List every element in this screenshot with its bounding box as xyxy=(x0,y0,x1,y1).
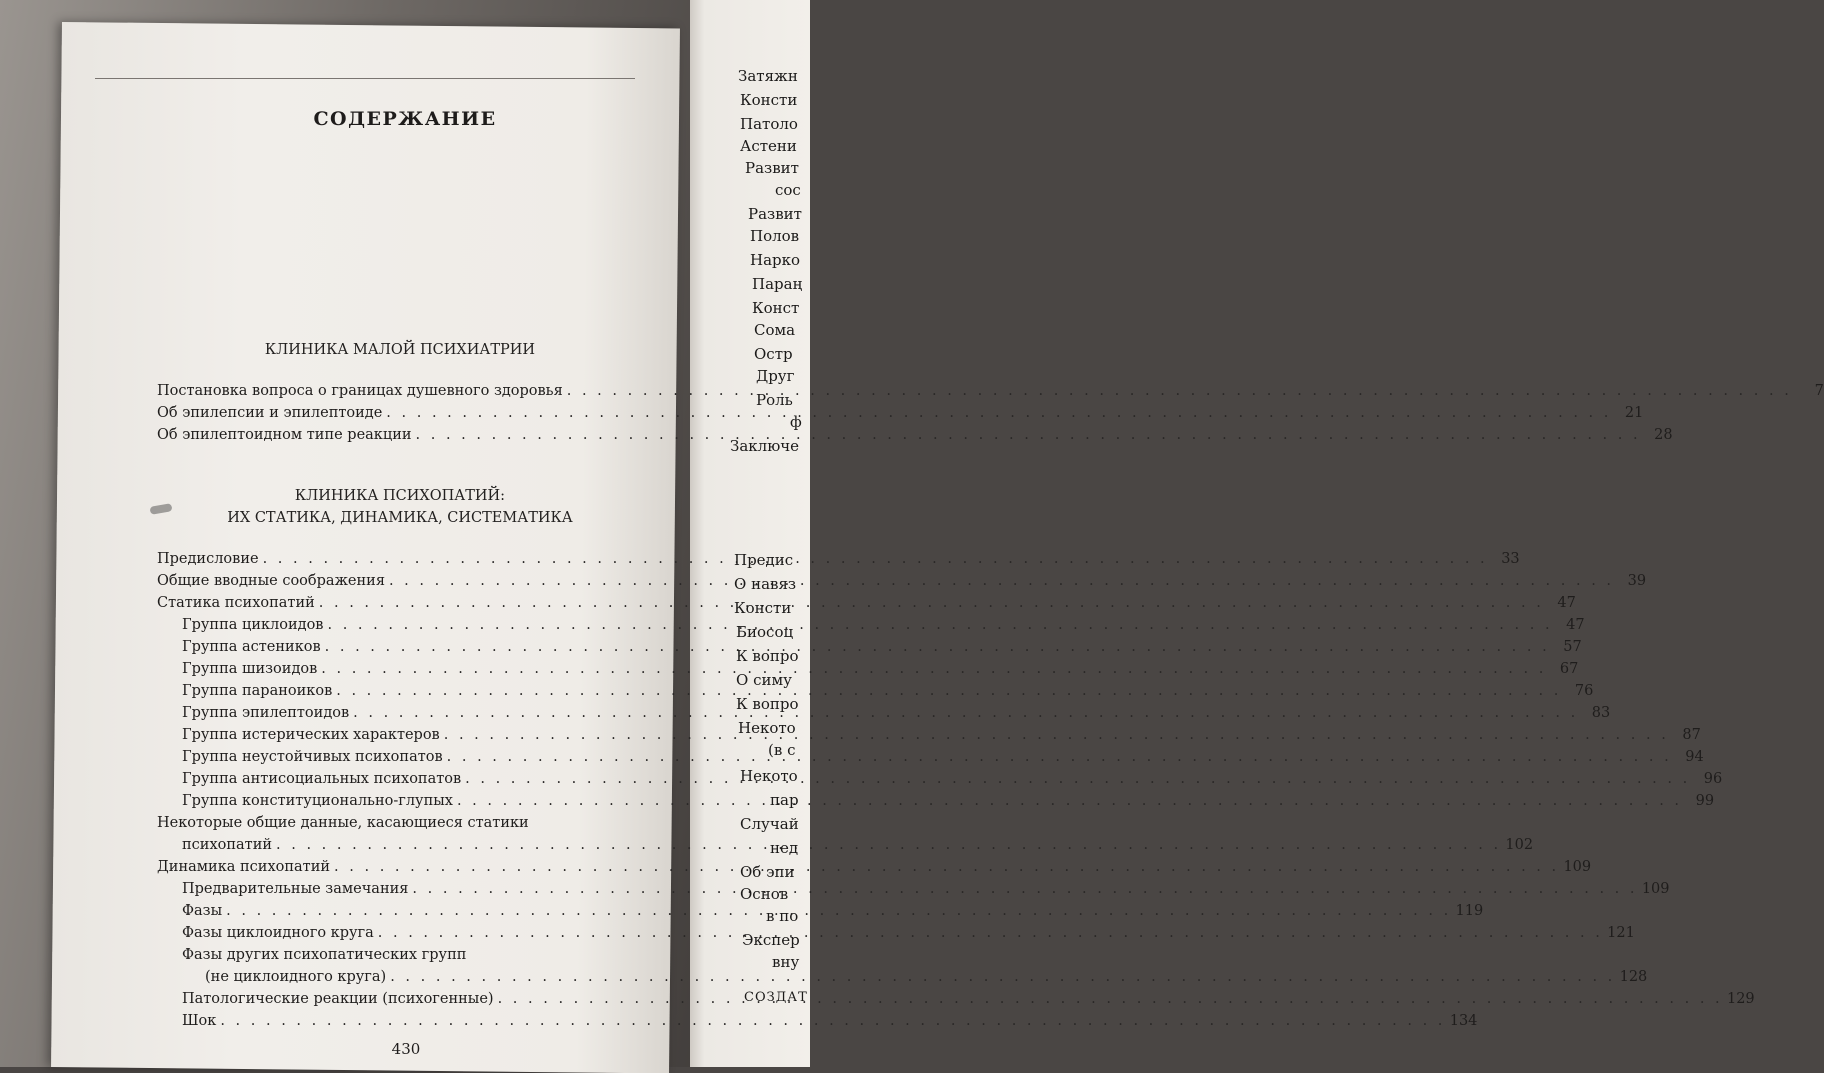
right-page-line: Случай xyxy=(740,815,799,833)
toc-entry-title: Группа антисоциальных психопатов xyxy=(182,771,462,787)
leader-dots xyxy=(498,988,1723,1010)
toc-entry-title: Группа астеников xyxy=(182,639,321,655)
toc-entry-page: 109 xyxy=(1563,859,1592,875)
right-page-line: сос xyxy=(775,181,801,199)
toc-entry-page: 128 xyxy=(1619,969,1648,985)
right-page-line: вну xyxy=(772,953,800,971)
toc-entry xyxy=(157,402,1644,424)
section-title-psychopathy-line2: ИХ СТАТИКА, ДИНАМИКА, СИСТЕМАТИКА xyxy=(227,510,573,526)
right-page-line: Астени xyxy=(740,137,797,155)
toc-entry-page: 7 xyxy=(1814,383,1824,399)
right-page-line: Основ xyxy=(740,885,789,903)
toc-entry-page: 121 xyxy=(1607,925,1635,941)
toc-entry-page: 96 xyxy=(1703,771,1723,787)
leader-dots xyxy=(567,380,1792,402)
toc-entry-title: Группа конституционально-глупых xyxy=(182,793,453,809)
toc-entry-page: 67 xyxy=(1559,661,1579,677)
right-page-line: Конст xyxy=(752,299,800,317)
toc-entry-title: Предварительные замечания xyxy=(182,881,409,897)
toc-entry-title: Общие вводные соображения xyxy=(157,573,385,589)
toc-entry-title: Группа неустойчивых психопатов xyxy=(182,749,443,765)
toc-entry-title: Фазы xyxy=(182,903,223,919)
right-page-line: Роль xyxy=(756,391,793,409)
leader-dots xyxy=(325,636,1550,658)
page-number: 430 xyxy=(391,1040,421,1058)
toc-entry-page: 83 xyxy=(1591,705,1611,721)
toc-entry-title-cont: (не циклоидного круга) xyxy=(205,969,387,985)
toc-entry-page: 129 xyxy=(1726,991,1755,1007)
toc-entry-title: Группа параноиков xyxy=(182,683,333,699)
toc-entry-page: 87 xyxy=(1682,727,1701,743)
toc-entry-page: 109 xyxy=(1641,881,1670,897)
toc-entry-title: Постановка вопроса о границах душевного здоровья xyxy=(157,383,563,399)
right-page-line: Об эпи xyxy=(740,863,795,881)
right-page-line: Развит xyxy=(748,205,802,223)
toc-entry-title: Статика психопатий xyxy=(157,595,315,611)
right-page-line: в по xyxy=(766,907,799,925)
section-title-psychopathy-line1: КЛИНИКА ПСИХОПАТИЙ: xyxy=(294,488,506,504)
right-page-line: нед xyxy=(770,839,799,857)
toc-entry xyxy=(157,548,1520,570)
leader-dots xyxy=(444,724,1669,746)
leader-dots xyxy=(390,966,1615,988)
toc-entry-title: Группа эпилептоидов xyxy=(182,705,350,721)
page-title: СОДЕРЖАНИЕ xyxy=(313,108,497,130)
right-page-line: Консти xyxy=(740,91,798,109)
toc-entry-title: Фазы циклоидного круга xyxy=(182,925,374,941)
right-page-line: Затяжн xyxy=(738,67,798,85)
toc-entry xyxy=(182,1010,1478,1032)
right-page-line: Предис xyxy=(734,551,794,569)
leader-dots xyxy=(447,746,1672,768)
toc-entry-page: 99 xyxy=(1695,793,1715,809)
leader-dots xyxy=(389,570,1614,592)
toc-entry-page: 47 xyxy=(1566,617,1585,633)
leader-dots xyxy=(220,1010,1445,1032)
right-page-line: Консти xyxy=(734,599,792,617)
right-page-line: Нарко xyxy=(750,251,801,269)
right-page-line: О навяз xyxy=(734,575,797,593)
right-page-line: (в с xyxy=(768,741,796,759)
leader-dots xyxy=(321,658,1546,680)
right-page-line: Некото xyxy=(738,719,796,737)
leader-dots xyxy=(378,922,1603,944)
toc-entry-title: Группа истерических характеров xyxy=(182,727,440,743)
right-page-line: Некото xyxy=(740,767,798,785)
toc-entry-page: 33 xyxy=(1501,551,1520,567)
right-page-line: Параң xyxy=(752,275,803,293)
right-page-line: Патоло xyxy=(740,115,798,133)
right-page-line: Сома xyxy=(754,321,796,339)
right-page-line: пар xyxy=(770,791,799,809)
right-page-line: СОЗДАТ xyxy=(744,990,808,1005)
leader-dots xyxy=(386,402,1611,424)
toc-entry-page: 21 xyxy=(1624,405,1644,421)
right-page-line: Развит xyxy=(745,159,799,177)
right-page-line: Экспер xyxy=(742,931,800,949)
leader-dots xyxy=(327,614,1552,636)
toc-entry xyxy=(205,966,1648,988)
leader-dots xyxy=(416,424,1641,446)
toc-entry-page: 76 xyxy=(1574,683,1594,699)
toc-entry-page: 39 xyxy=(1627,573,1647,589)
leader-dots xyxy=(226,900,1451,922)
right-page-line: Остр xyxy=(754,345,793,363)
right-page-line: К вопро xyxy=(736,647,799,665)
toc-entry-page: 28 xyxy=(1654,427,1673,443)
toc-entry-title: Группа шизоидов xyxy=(182,661,318,677)
leader-dots xyxy=(319,592,1544,614)
right-page-line: Полов xyxy=(750,227,800,245)
right-page-line: Друг xyxy=(756,367,795,385)
toc-entry-page: 47 xyxy=(1557,595,1576,611)
toc-entry-page: 57 xyxy=(1563,639,1582,655)
toc-entry-title: Шок xyxy=(182,1013,217,1029)
right-page-line: О симу xyxy=(736,671,792,689)
toc-entry-title: Динамика психопатий xyxy=(157,859,331,875)
leader-dots xyxy=(276,834,1501,856)
toc-entry-title: Об эпилептоидном типе реакции xyxy=(157,427,412,443)
leader-dots xyxy=(465,768,1690,790)
toc-entry-page: 94 xyxy=(1685,749,1704,765)
toc-entry-title: Предисловие xyxy=(157,551,259,567)
leader-dots xyxy=(263,548,1488,570)
right-page-line: Заключе xyxy=(730,437,800,455)
top-rule xyxy=(95,78,635,79)
toc-entry-title: Патологические реакции (психогенные) xyxy=(182,991,494,1007)
leader-dots xyxy=(353,702,1578,724)
section-title-small-psychiatry: КЛИНИКА МАЛОЙ ПСИХИАТРИИ xyxy=(264,342,536,358)
toc-entry-title: Некоторые общие данные, касающиеся статики xyxy=(157,815,529,831)
right-page-line: ф xyxy=(790,413,802,431)
toc-entry-page: 119 xyxy=(1455,903,1484,919)
toc-entry-title: Об эпилепсии и эпилептоиде xyxy=(157,405,383,421)
leader-dots xyxy=(334,856,1559,878)
right-page-line: К вопро xyxy=(736,695,799,713)
toc-entry-title: Фазы других психопатических групп xyxy=(182,947,467,963)
leader-dots xyxy=(336,680,1561,702)
toc-entry-title-cont: психопатий xyxy=(182,837,273,853)
toc-entry-page: 102 xyxy=(1505,837,1534,853)
leader-dots xyxy=(457,790,1682,812)
toc-entry-page: 134 xyxy=(1449,1013,1478,1029)
right-page-line: Биосоц xyxy=(736,623,794,641)
toc-entry-title: Группа циклоидов xyxy=(182,617,324,633)
leader-dots xyxy=(412,878,1637,900)
